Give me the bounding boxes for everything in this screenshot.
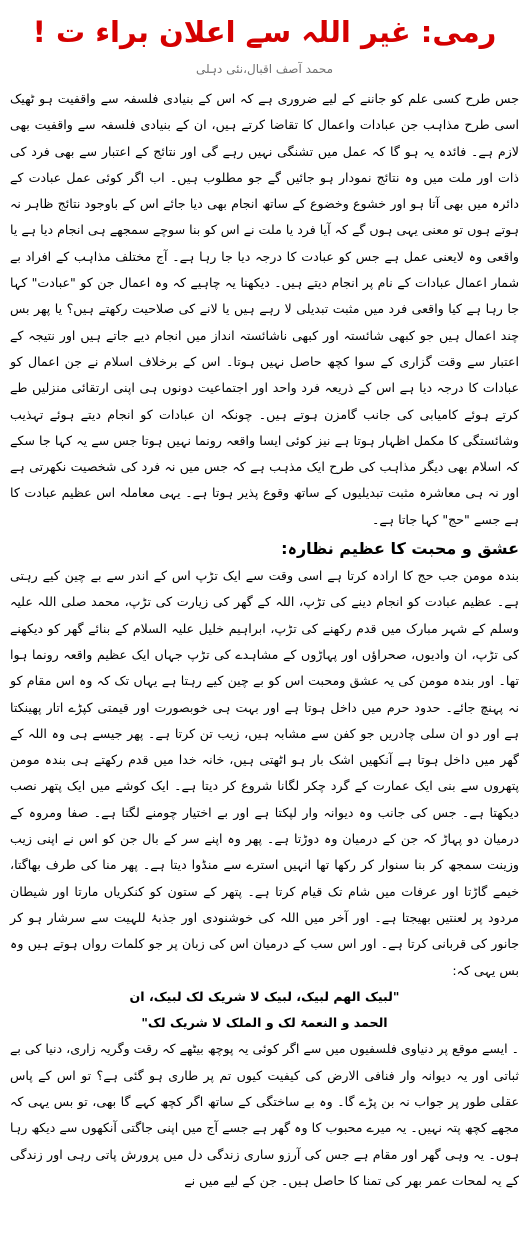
section-heading: عشق و محبت کا عظیم نظارہ: [281,539,519,559]
hajj-paragraph: بندہ مومن جب حج کا ارادہ کرتا ہے اسی وقت سے ایک تڑپ اس کے اندر سے بے چین کیے رہتی ہے۔ عظیم عبادت کو انجام دینے کی تڑپ، اللہ کے گھر کی زیارت کی تڑپ، محمد صلی اللہ علیہ وسلم کے شہر مبارک میں قدم رکھنے کی تڑپ، ابراہیم خلیل علیہ السلام کے بنائے گھر کو دیکھنے کی تڑپ، ان وادیوں، صحراؤں اور پہاڑوں کے مشاہدے کی تڑپ جہاں ایک عظیم واقعہ رونما ہوا تھا۔ اور بندہ مومن کی یہ عشق ومحبت اس کو بے چین کیے رہتا ہے یہاں تک کہ وہ اس مقام کو نہ پہنچ جائے۔ حدود حرم میں داخل ہوتا ہے اور بہت ہی خوبصورت اور قیمتی کپڑے اتار پھینکتا ہے اور دو ان سلی چادریں جو کفن سے مشابہ ہیں، زیب تن کرتا ہے۔ پھر جیسے ہی وہ اللہ کے گھر میں داخل ہوتا ہے آنکھیں اشک بار ہو اٹھتی ہیں، خانہ خدا میں قدم رکھتے ہی بندہ مومن پتھروں سے بنی ایک عمارت کے گرد چکر لگانا شروع کر دیتا ہے۔ ایک کوشے میں ایک پتھر نصب دیکھتا ہے۔ جس کی جانب وہ دیوانہ وار لپکتا ہے اور بے اختیار چومنے لگتا ہے۔ صفا ومروہ کے درمیان دو پہاڑ کہ جن کے درمیان وہ دوڑتا ہے۔ پھر وہ اپنے سر کے بال جن کو اس نے اپنی زیب وزینت سمجھ کر بنا سنوار کر رکھا تھا انہیں استرے سے منڈوا دیتا ہے۔ پھر منا کی طرف بھاگتا، خیمے گاڑتا اور عرفات میں شام تک قیام کرتا ہے۔ پتھر کے ستون کو کنکریاں مارتا اور شیطان مردود پر لعنتیں بھیجتا ہے۔ اور آخر میں اللہ کی خوشنودی اور جذبۂ للہیت سے سرشار ہو کر جانور کی قربانی کرتا ہے۔ اور اس سب کے درمیان اس کی زبان پر جو کلمات رواں ہوتے ہیں وہ بس یہی کہ: [10,568,519,978]
talbiyah-quote [10,984,519,1037]
talbiyah-line-2: الحمد و النعمۃ لک و الملک لا شریک لک" [141,1015,388,1031]
intro-paragraph: جس طرح کسی علم کو جاننے کے لیے ضروری ہے کہ اس کے بنیادی فلسفہ سے واقفیت ہو ٹھیک اسی طرح مذاہب جن عبادات واعمال کا تقاضا کرتے ہیں، ان کے بنیادی فلسفہ سے واقفیت بھی لازم ہے۔ فائدہ یہ ہو گا کہ عمل میں تشنگی نہیں رہے گی اور نتائج کے اعتبار سے بھی فرد کی ذات اور ملت میں وہ نتائج نمودار ہو جائیں گے جو مطلوب ہیں۔ اب اگر کوئی عمل عبادت کے دائرہ میں بھی آتا ہو اور خشوع وخضوع کے ساتھ انجام بھی دیا جائے اس کے باوجود نتائج ظاہر نہ ہوتے ہوں تو معنی یہی ہوں گے کہ آیا فرد یا ملت نے اس کو بنا سوچے سمجھے ہی انجام دیا ہے یا واقعی وہ لایعنی عمل ہے جس کو عبادت کا درجہ دیا جا رہا ہے۔ آج مختلف مذاہب کے افراد بے شمار اعمال عبادات کے نام پر انجام دیتے ہیں۔ دیکھنا یہ چاہیے کہ وہ اعمال جن کو "عبادت" کہا جا رہا ہے کیا واقعی فرد میں مثبت تبدیلی لا رہے ہیں یا لانے کی صلاحیت رکھتے ہیں؟ یا پھر بس چند اعمال ہیں جو کبھی شائستہ اور کبھی ناشائستہ انداز میں انجام دیے جاتے ہیں اور نتیجہ کے اعتبار سے وقت گزاری کے سوا کچھ حاصل نہیں ہوتا۔ اس کے برخلاف اسلام نے جن اعمال کو عبادات کا درجہ دیا ہے اس کے ذریعہ فرد واحد اور اجتماعیت دونوں ہی اپنی ارتقائی منزلیں طے کرتے ہوئے کامیابی کی جانب گامزن ہوتے ہیں۔ چونکہ ان عبادات کو انجام دیتے ہوئے تہذیب وشائستگی کا مکمل اظہار ہوتا ہے نیز کوئی ایسا واقعہ رونما نہیں ہوتا جس سے یہ کہا جا سکے کہ اسلام بھی دیگر مذاہب کی طرح ایک مذہب ہے کہ جس میں نہ فرد کی شخصیت نکھرتی ہے اور نہ ہی معاشرہ مثبت تبدیلیوں کے ساتھ وقوع پذیر ہوتا ہے۔ یہی معاملہ اس عظیم عبادت کا ہے جسے "حج" کہا جاتا ہے۔ [10,91,519,527]
article-title: رمی: غیر اللہ سے اعلان براء ت ! [32,15,497,49]
closing-paragraph: ۔ ایسے موقع پر دنیاوی فلسفیوں میں سے اگر کوئی یہ پوچھ بیٹھے کہ رقت وگریہ زاری، دنیا کی بے ثباتی اور یہ دیوانہ وار فنافی الارض کی کیفیت کیوں تم پر طاری ہو گئی ہے؟ تو اس کے پاس عقلی طور پر جواب نہ بن پڑے گا۔ وہ بے ساختگی کے ساتھ اگر کچھ کہے گا بھی، تو بس یہی کہ مجھے کچھ پتہ نہیں۔ یہ میرے محبوب کا وہ گھر ہے جسے آج میں اپنی جاگتی آنکھوں سے دیکھ رہا ہوں۔ یہ وہی گھر اور مقام ہے جس کی آرزو ساری زندگی دل میں پرورش پاتی رہی اور زندگی کے یہ لمحات عمر بھر کی تمنا کا حاصل ہیں۔ جن کے لیے میں نے [10,1041,519,1188]
author-byline: محمد آصف اقبال،نئی دہلی [195,62,334,76]
talbiyah-line-1: "لبیک الھم لبیک، لبیک لا شریک لک لبیک، ان [129,988,400,1004]
